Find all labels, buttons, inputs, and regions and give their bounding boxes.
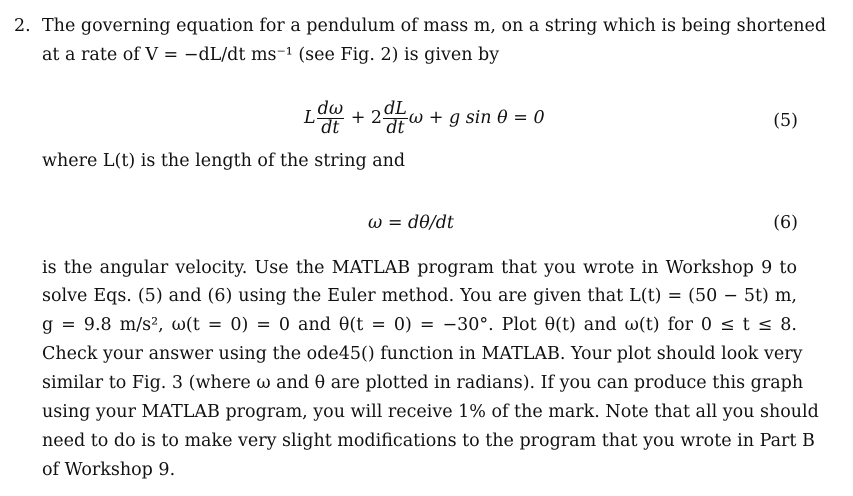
eq5-frac1-numerator: dω bbox=[317, 99, 344, 119]
para-line-8: of Workshop 9. bbox=[42, 460, 176, 480]
eq5-plus-two: + 2 bbox=[350, 108, 383, 128]
equation-5 bbox=[304, 100, 545, 137]
eq5-fraction-1 bbox=[317, 100, 344, 137]
problem-number: 2. bbox=[14, 16, 31, 36]
eq5-fraction-2 bbox=[383, 100, 408, 137]
para-line-2: solve Eqs. (5) and (6) using the Euler method. You are given that L(t) = (50 − 5t) m, bbox=[42, 286, 797, 306]
eq5-L: L bbox=[304, 108, 316, 128]
equation-6-label: (6) bbox=[773, 213, 798, 233]
para-line-1: is the angular velocity. Use the MATLAB program that you wrote in Workshop 9 to bbox=[42, 258, 797, 278]
para-line-5: similar to Fig. 3 (where ω and θ are plotted in radians). If you can produce this graph bbox=[42, 373, 804, 393]
para-line-6: using your MATLAB program, you will receive 1% of the mark. Note that all you should bbox=[42, 402, 819, 422]
para-line-4: Check your answer using the ode45() function in MATLAB. Your plot should look very bbox=[42, 344, 803, 364]
intro-line-1: The governing equation for a pendulum of mass m, on a string which is being shortened bbox=[42, 16, 827, 36]
para-line-3: g = 9.8 m/s², ω(t = 0) = 0 and θ(t = 0) = −30°. Plot θ(t) and ω(t) for 0 ≤ t ≤ 8. bbox=[42, 315, 797, 335]
equation-6: ω = dθ/dt bbox=[368, 213, 454, 233]
eq5-frac2-denominator: dt bbox=[386, 118, 405, 138]
intro-line-2: at a rate of V = −dL/dt ms⁻¹ (see Fig. 2) is given by bbox=[42, 45, 500, 65]
where-line: where L(t) is the length of the string and bbox=[42, 151, 406, 171]
para-line-7: need to do is to make very slight modifications to the program that you wrote in Part B bbox=[42, 431, 815, 451]
eq5-frac2-numerator: dL bbox=[384, 99, 407, 119]
equation-5-label: (5) bbox=[773, 111, 798, 131]
eq5-rest: ω + g sin θ = 0 bbox=[408, 108, 545, 128]
eq5-frac1-denominator: dt bbox=[321, 118, 340, 138]
